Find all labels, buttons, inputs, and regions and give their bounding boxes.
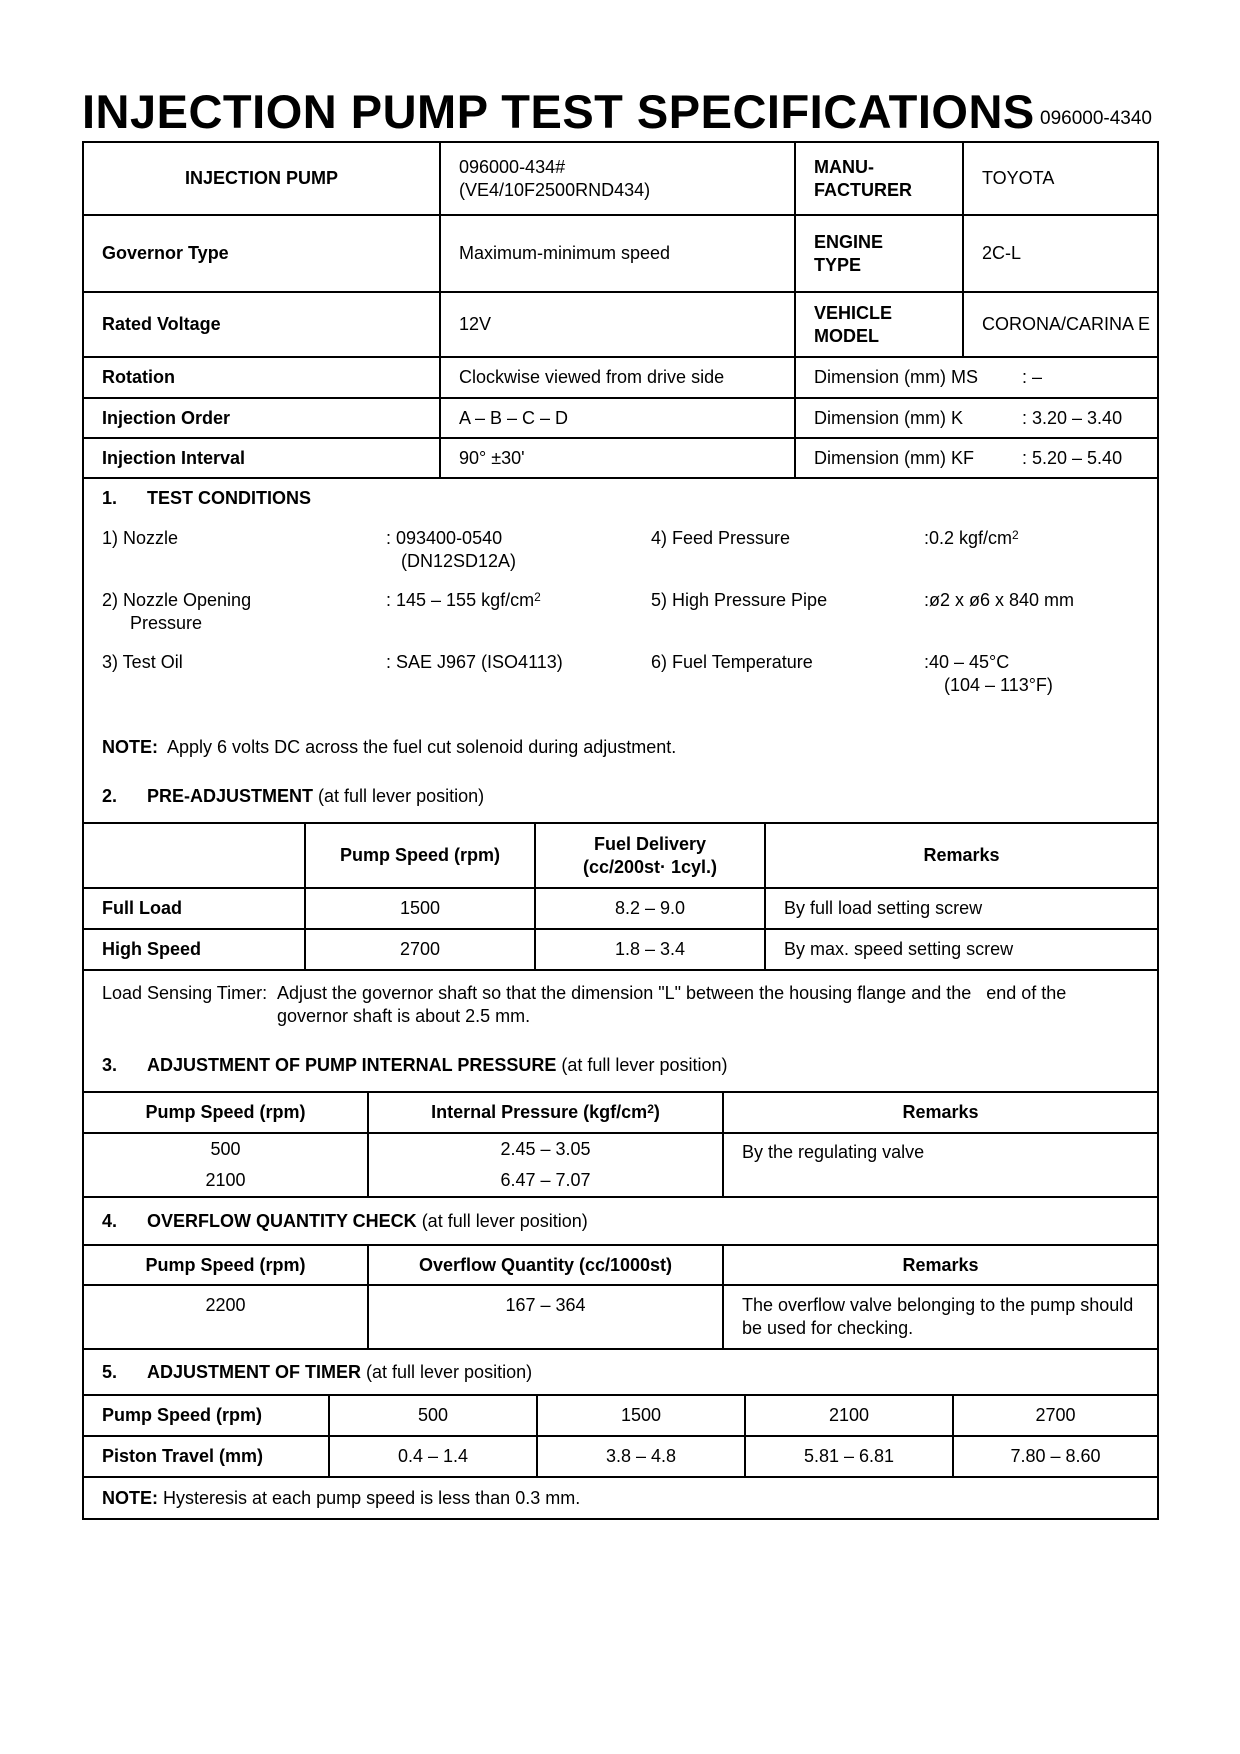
row-label-full-load: Full Load [102,898,182,918]
pre-adjustment-heading [147,785,484,808]
high-speed-delivery: 1.8 – 3.4 [534,930,764,969]
injection-pump-label: INJECTION PUMP [184,168,339,188]
test-conditions-section [84,479,1157,824]
note-text: Apply 6 volts DC across the fuel cut solenoid during adjustment. [167,737,677,757]
overflow-heading-row [84,1198,1157,1246]
overflow-remarks [722,1286,1157,1348]
full-load-remarks: By full load setting screw [764,889,1157,928]
col-internal-pressure [367,1093,722,1132]
load-sensing-timer-text-line-2: governor shaft is about 2.5 mm. [277,1006,531,1026]
dimension-ms [794,358,1157,397]
timer-speed-label: Pump Speed (rpm) [102,1405,263,1425]
internal-pressure-header-row [84,1093,1157,1134]
timer-speed-4: 2700 [952,1396,1157,1435]
fuel-temperature-value: :40 – 45°C [924,652,1010,672]
internal-pressure-values [367,1134,722,1196]
injection-interval-label: Injection Interval [102,447,246,468]
overflow-data-row [84,1286,1157,1350]
nozzle-label: 1) Nozzle [102,528,179,548]
col-remarks: Remarks [764,824,1157,887]
timer-heading [147,1361,532,1384]
col-pump-speed: Pump Speed (rpm) [304,824,534,887]
rotation-value: Clockwise viewed from drive side [439,358,794,397]
col-remarks: Remarks [722,1246,1157,1284]
test-conditions-note [102,736,676,759]
internal-pressure-title: ADJUSTMENT OF PUMP INTERNAL PRESSURE [147,1055,557,1075]
dimension-k-label: Dimension (mm) K [814,407,964,428]
test-oil-value: : SAE J967 (ISO4113) [386,652,563,672]
full-load-delivery: 8.2 – 9.0 [534,889,764,928]
timer-number: 5. [102,1362,118,1382]
internal-pressure-heading [147,1054,727,1077]
test-conditions-number: 1. [102,488,118,508]
overflow-condition: (at full lever position) [421,1211,588,1231]
engine-type-value: 2C-L [962,216,1157,291]
injection-order-value: A – B – C – D [439,399,794,437]
piston-travel-3: 5.81 – 6.81 [744,1437,952,1476]
manufacturer-label [794,143,962,214]
spec-row-governor [84,216,1157,293]
dimension-kf-value: : 5.20 – 5.40 [1022,447,1123,468]
vehicle-model-label-line-1: VEHICLE [814,302,893,323]
nozzle-opening-value [386,589,541,612]
timer-speed-2: 1500 [536,1396,744,1435]
timer-note-row [84,1478,1157,1518]
dimension-kf [794,439,1157,477]
table-row [84,930,1157,971]
engine-type-label [794,216,962,291]
col-remarks: Remarks [722,1093,1157,1132]
spec-row-interval [84,439,1157,479]
load-sensing-timer-section [84,971,1157,1093]
spec-row-rotation [84,358,1157,399]
timer-heading-row [84,1350,1157,1396]
timer-speed-1: 500 [328,1396,536,1435]
internal-pressure-number: 3. [102,1055,118,1075]
rated-voltage-label: Rated Voltage [102,314,221,334]
timer-note-label: NOTE: [102,1487,158,1508]
internal-pressure-value-2: 6.47 – 7.07 [500,1170,591,1190]
high-speed-remarks: By max. speed setting screw [764,930,1157,969]
nozzle-opening-unit-exponent: 2 [534,590,541,604]
governor-type-value: Maximum-minimum speed [439,216,794,291]
col-internal-pressure-close: ) [653,1102,660,1122]
overflow-speed: 2200 [205,1295,246,1315]
internal-pressure-condition: (at full lever position) [561,1055,728,1075]
injection-interval-value: 90° ±30' [439,439,794,477]
col-fuel-delivery [534,824,764,887]
pre-adjustment-corner-cell [84,824,304,887]
vehicle-model-label-line-2: MODEL [814,325,879,346]
engine-type-label-line-1: ENGINE [814,231,884,252]
timer-condition: (at full lever position) [366,1362,533,1382]
timer-note-text: Hysteresis at each pump speed is less than 0.3 mm. [163,1487,581,1508]
dimension-ms-value: : – [1022,367,1043,387]
col-fuel-delivery-line-1: Fuel Delivery [593,833,707,854]
high-speed-speed: 2700 [304,930,534,969]
feed-pressure-unit-exponent: 2 [1012,528,1019,542]
fuel-temperature-fahrenheit: (104 – 113°F) [944,675,1053,695]
dimension-kf-label: Dimension (mm) KF [814,447,975,468]
internal-pressure-remarks: By the regulating valve [722,1134,1157,1196]
piston-travel-1: 0.4 – 1.4 [328,1437,536,1476]
col-internal-pressure-exponent: 2 [647,1102,654,1116]
timer-speed-row [84,1396,1157,1437]
pre-adjustment-number: 2. [102,786,118,806]
dimension-ms-label: Dimension (mm) MS [814,367,979,387]
vehicle-model-label [794,293,962,356]
dimension-k [794,399,1157,437]
fuel-temperature-label: 6) Fuel Temperature [651,652,813,672]
internal-pressure-speeds [84,1134,367,1196]
spec-row-injection-pump [84,143,1157,216]
governor-type-label: Governor Type [102,243,229,263]
row-label-high-speed: High Speed [102,939,202,959]
overflow-header-row [84,1246,1157,1286]
internal-pressure-speed-2: 2100 [205,1170,246,1190]
nozzle-opening-label: 2) Nozzle Opening [102,590,252,610]
timer-title: ADJUSTMENT OF TIMER [147,1362,361,1382]
overflow-title: OVERFLOW QUANTITY CHECK [147,1211,417,1231]
document-number: 096000-4340 [1040,108,1152,129]
timer-travel-row [84,1437,1157,1478]
pre-adjustment-title: PRE-ADJUSTMENT [147,786,314,806]
spec-row-voltage [84,293,1157,358]
overflow-quantity: 167 – 364 [367,1286,722,1348]
load-sensing-timer-label: Load Sensing Timer: [102,983,268,1003]
test-conditions-heading: TEST CONDITIONS [147,488,312,508]
spec-row-order [84,399,1157,439]
injection-pump-number: 096000-434# [459,156,566,177]
injection-pump-code: (VE4/10F2500RND434) [459,179,651,200]
pre-adjustment-condition: (at full lever position) [318,786,485,806]
nozzle-opening-label-line-2: Pressure [130,613,203,633]
overflow-remarks-line-1: The overflow valve belonging to the pump should [742,1295,1134,1315]
nozzle-value: : 093400-0540 [386,528,503,548]
col-internal-pressure-text: Internal Pressure (kgf/cm [431,1102,648,1122]
col-pump-speed: Pump Speed (rpm) [145,1102,306,1122]
internal-pressure-value-1: 2.45 – 3.05 [500,1139,591,1159]
col-pump-speed: Pump Speed (rpm) [145,1254,306,1275]
load-sensing-timer-text: Adjust the governor shaft so that the dimension "L" between the housing flange and the end of the [277,983,1067,1003]
vehicle-model-value: CORONA/CARINA E [962,293,1157,356]
overflow-heading [147,1210,588,1233]
col-fuel-delivery-line-2: (cc/200st· 1cyl.) [582,856,718,877]
injection-pump-value [439,143,794,214]
pre-adjustment-header-row [84,824,1157,889]
piston-travel-label: Piston Travel (mm) [102,1446,264,1466]
spec-sheet [82,141,1159,1520]
timer-note [84,1478,1157,1518]
dimension-k-value: : 3.20 – 3.40 [1022,407,1123,428]
test-oil-label: 3) Test Oil [102,652,183,672]
internal-pressure-speed-1: 500 [210,1139,241,1159]
engine-type-label-line-2: TYPE [814,254,862,275]
overflow-number: 4. [102,1211,118,1231]
piston-travel-4: 7.80 – 8.60 [952,1437,1157,1476]
piston-travel-2: 3.8 – 4.8 [536,1437,744,1476]
feed-pressure-value [924,527,1019,550]
high-pressure-pipe-label: 5) High Pressure Pipe [651,590,828,610]
nozzle-opening-value-text: : 145 – 155 kgf/cm [386,590,535,610]
injection-order-label: Injection Order [102,407,231,428]
overflow-remarks-line-2: be used for checking. [742,1318,914,1338]
manufacturer-label-line-1: MANU- [814,156,874,177]
note-label: NOTE: [102,737,158,757]
rotation-label: Rotation [102,367,175,387]
page-title: INJECTION PUMP TEST SPECIFICATIONS [82,85,1035,138]
high-pressure-pipe-value: :ø2 x ø6 x 840 mm [924,590,1075,610]
feed-pressure-label: 4) Feed Pressure [651,528,791,548]
feed-pressure-value-text: :0.2 kgf/cm [924,528,1013,548]
internal-pressure-data-row [84,1134,1157,1198]
manufacturer-label-line-2: FACTURER [814,179,912,200]
table-row [84,889,1157,930]
manufacturer-value: TOYOTA [962,143,1157,214]
nozzle-type: (DN12SD12A) [401,551,517,571]
rated-voltage-value: 12V [439,293,794,356]
col-overflow-quantity: Overflow Quantity (cc/1000st) [367,1246,722,1284]
timer-speed-3: 2100 [744,1396,952,1435]
full-load-speed: 1500 [304,889,534,928]
